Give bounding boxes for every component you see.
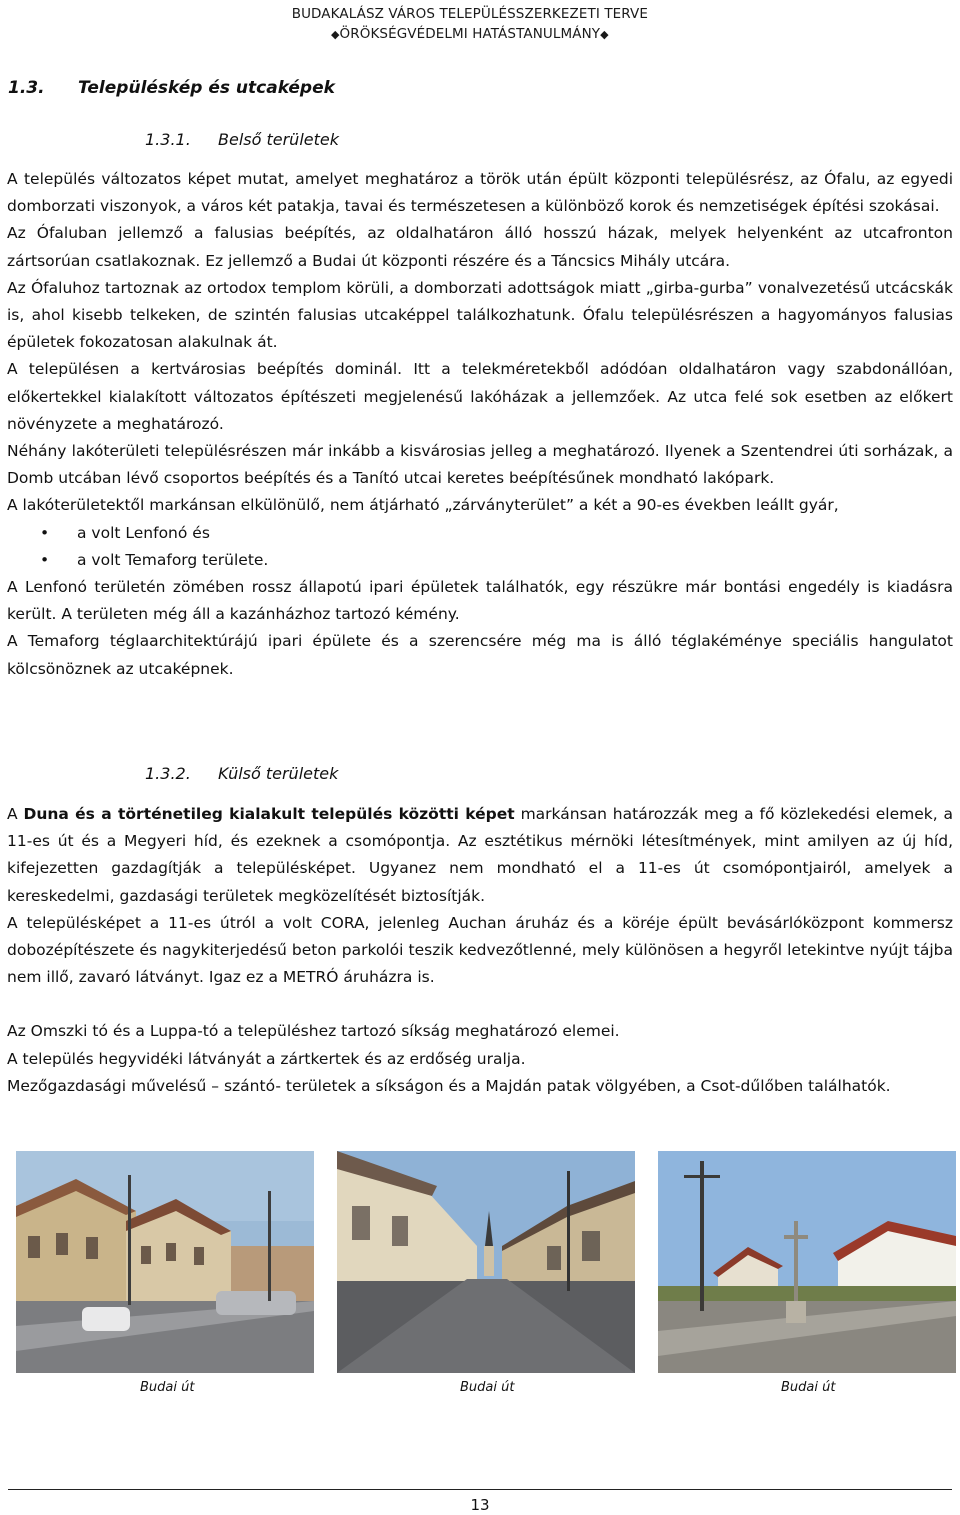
paragraph: Néhány lakóterületi településrészen már inkább a kisvárosias jelleg a meghatározó. Ilyenek a Szentendrei úti sorházak, a Domb utcában lévő csoportos beépítés és a Tanító utcai keretes beépítésűnek mondható lakópark.	[7, 442, 953, 488]
header-title: BUDAKALÁSZ VÁROS TELEPÜLÉSSZERKEZETI TERVE	[291, 6, 648, 22]
footer-divider	[8, 1489, 952, 1490]
paragraph: A településen a kertvárosias beépítés dominál. Itt a telekméretekből adódóan oldalhatáron vagy szabdonállóan, előkertekkel kialakított változatos építészeti megjelenésű lakóházak a jellemzőek. Az utca felé sok esetben az előkert növényzete a meghatározó.	[7, 360, 953, 433]
bullet-icon: •	[40, 523, 50, 542]
paragraph: A településképet a 11-es útról a volt CORA, jelenleg Auchan áruház és a köréje épült bevásárlóközpont kommersz dobozépítészete és nagykiterjedésű beton parkolói teszik kedvezőtlenné, mely különösen a hegyről letekintve nyújt tájba nem illő, zavaró látványt. Igaz ez a METRÓ áruházra is.	[7, 913, 953, 987]
diamond-icon: ◆	[330, 28, 340, 41]
section-title: Településkép és utcaképek	[78, 78, 335, 98]
photo-budai-ut-3	[658, 1151, 956, 1373]
subsection-1-body	[7, 166, 953, 683]
paragraph-text: markánsan határozzák meg a fő közlekedési elemek, a 11-es út és a Megyeri híd, és ezeknek a csomópontja. Az esztétikus mérnöki létesítmények, mint amilyen az új híd, kifejezetten gazdagítják a településképet. Ugyanez nem mondható el a 11-es út csomópontjairól, amelyek a kereskedelmi, gazdasági területek megközelítését biztosítják.	[7, 805, 953, 905]
paragraph: A lakóterületektől markánsan elkülönülő, nem átjárható „zárványterület” a két a 90-es években leállt gyár,	[7, 496, 839, 515]
paragraph: A település hegyvidéki látványát a zártkertek és az erdőség uralja.	[7, 1049, 526, 1068]
photo-caption: Budai út	[781, 1380, 836, 1395]
paragraph: Az Ófaluhoz tartoznak az ortodox templom körüli, a domborzati adottságok miatt „girba-gurba” vonalvezetésű utcácskák is, ahol kisebb telkeken, de szintén falusias utcaképpel találkozhatunk. Ófalu településrészen a hagyományos falusias épületek fokozatosan alakulnak át.	[7, 278, 953, 352]
bullet-icon: •	[40, 550, 50, 569]
header-subtitle-text: ÖRÖKSÉGVÉDELMI HATÁSTANULMÁNY	[339, 26, 601, 42]
subsection-2-body	[7, 801, 953, 1100]
section-heading	[8, 78, 335, 98]
photo-budai-ut-2	[337, 1151, 635, 1373]
paragraph: A Temaforg téglaarchitektúrájú ipari épülete és a szerencsére még ma is álló téglakéménye speciális hangulatot kölcsönöznek az utcaképnek.	[7, 632, 953, 678]
subsection-heading-2	[145, 764, 338, 783]
list-item-text: a volt Temaforg területe.	[77, 550, 269, 569]
paragraph: A település változatos képet mutat, amelyet meghatároz a török után épült központi településrész, az Ófalu, az egyedi domborzati viszonyok, a város két patakja, tavai és természetesen a különböző korok és nemzetiségek építési szokásai.	[7, 170, 953, 216]
list-item	[7, 547, 953, 574]
section-number: 1.3.	[8, 78, 45, 98]
paragraph: Mezőgazdasági művelésű – szántó- területek a síkságon és a Majdán patak völgyében, a Csot-dűlőben találhatók.	[7, 1076, 891, 1095]
header-subtitle	[292, 24, 648, 45]
list-item	[7, 520, 953, 547]
document-header	[292, 4, 648, 45]
subsection-heading-1	[145, 130, 339, 149]
paragraph: Az Omszki tó és a Luppa-tó a településhez tartozó síkság meghatározó elemei.	[7, 1022, 620, 1041]
paragraph: Az Ófaluban jellemző a falusias beépítés, az oldalhatáron álló hosszú házak, melyek helyenként az utcafronton zártsorúan csatlakoznak. Ez jellemző a Budai út központi részére és a Táncsics Mihály utcára.	[7, 224, 953, 270]
photo-caption: Budai út	[140, 1380, 195, 1395]
page-number: 13	[470, 1496, 490, 1514]
diamond-icon: ◆	[600, 28, 609, 41]
subsection-number: 1.3.1.	[145, 130, 191, 149]
list-item-text: a volt Lenfonó és	[77, 523, 210, 542]
bullet-list	[7, 520, 953, 574]
subsection-title: Belső területek	[218, 130, 339, 149]
paragraph: A Lenfonó területén zömében rossz állapotú ipari épületek találhatók, egy részükre már bontási engedély is kiadásra került. A területen még áll a kazánházhoz tartozó kémény.	[7, 578, 953, 624]
photo-caption: Budai út	[460, 1380, 515, 1395]
subsection-number: 1.3.2.	[145, 764, 191, 783]
emphasis-text: Duna és a történetileg kialakult település közötti képet	[23, 805, 515, 823]
paragraph	[7, 801, 953, 910]
paragraph-text: A	[7, 805, 24, 823]
subsection-title: Külső területek	[218, 764, 339, 783]
photo-budai-ut-1	[16, 1151, 314, 1373]
